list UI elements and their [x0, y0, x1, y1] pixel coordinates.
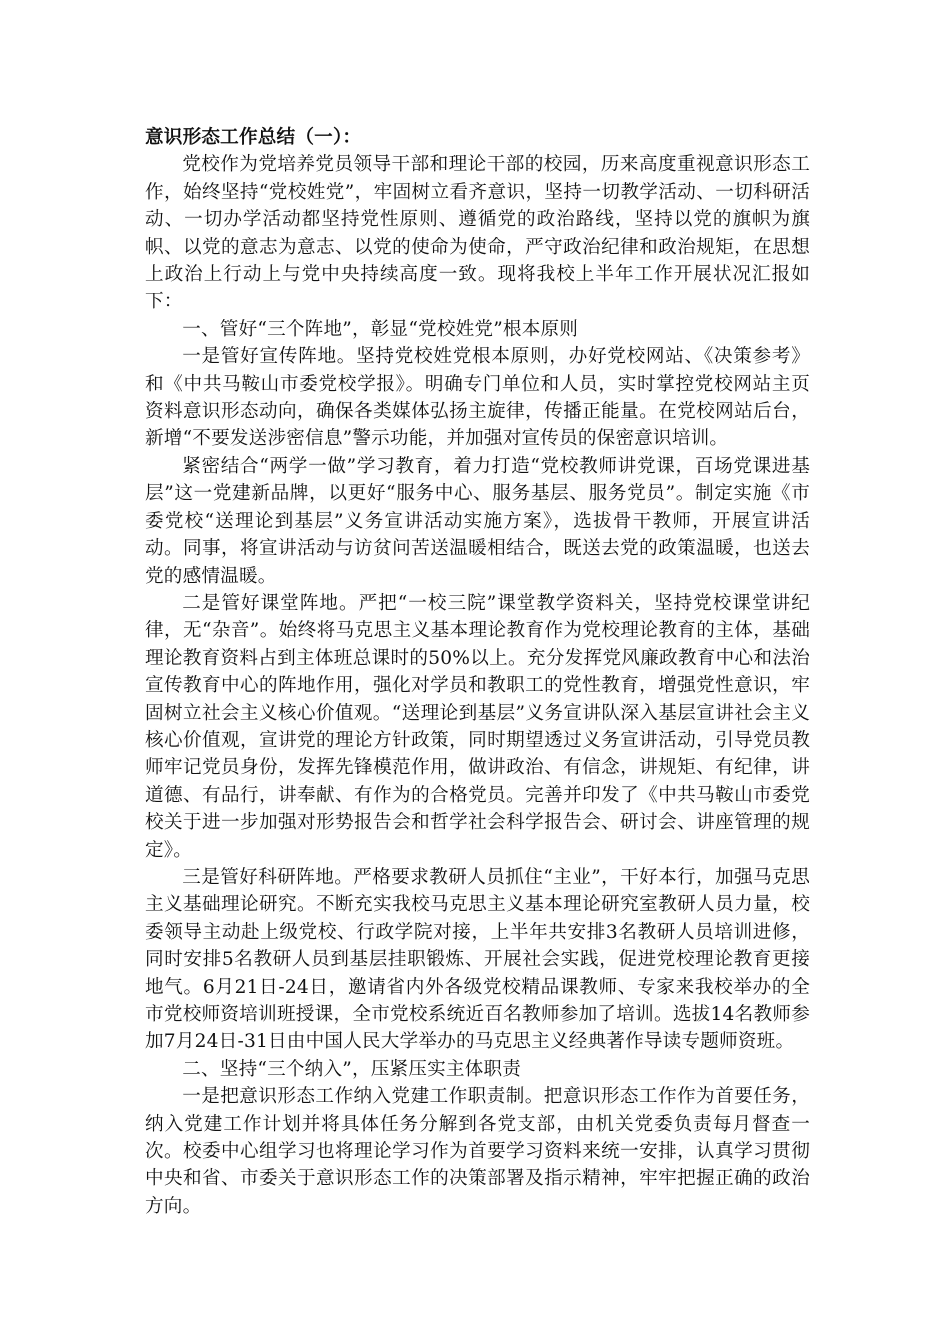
document-title: 意识形态工作总结（一）：: [145, 127, 362, 148]
paragraph-classroom-front: 二是管好课堂阵地。严把“一校三院”课堂教学资料关，坚持党校课堂讲纪律，无“杂音”。始终将马克思主义基本理论教育作为党校理论教育的主体，基础理论教育资料占到主体班总课时的50%以上。充分发挥党风廉政教育中心和法治宣传教育中心的阵地作用，强化对学员和教职工的党性教育，增强党性意识，牢固树立社会主义核心价值观。“送理论到基层”义务宣讲队深入基层宣讲社会主义核心价值观，宣讲党的理论方针政策，同时期望透过义务宣讲活动，引导党员教师牢记党员身份，发挥先锋模范作用，做讲政治、有信念，讲规矩、有纪律，讲道德、有品行，讲奉献、有作为的合格党员。完善并印发了《中共马鞍山市委党校关于进一步加强对形势报告会和哲学社会科学报告会、研讨会、讲座管理的规定》。: [145, 592, 810, 861]
paragraph-intro: 党校作为党培养党员领导干部和理论干部的校园，历来高度重视意识形态工作，始终坚持“党校姓党”，牢固树立看齐意识，坚持一切教学活动、一切科研活动、一切办学活动都坚持党性原则、遵循党的政治路线，坚持以党的旗帜为旗帜、以党的意志为意志、以党的使命为使命，严守政治纪律和政治规矩，在思想上政治上行动上与党中央持续高度一致。现将我校上半年工作开展状况汇报如下：: [145, 154, 810, 313]
document-page: [145, 124, 810, 1220]
paragraph-party-building: 一是把意识形态工作纳入党建工作职责制。把意识形态工作作为首要任务，纳入党建工作计划并将具体任务分解到各党支部，由机关党委负责每月督查一次。校委中心组学习也将理论学习作为首要学习资料来统一安排，认真学习贯彻中央和省、市委关于意识形态工作的决策部署及指示精神，牢牢把握正确的政治方向。: [145, 1086, 810, 1217]
paragraph-research-front: 三是管好科研阵地。严格要求教研人员抓住“主业”，干好本行，加强马克思主义基础理论研究。不断充实我校马克思主义基本理论研究室教研人员力量，校委领导主动赴上级党校、行政学院对接，上半年共安排3名教研人员培训进修，同时安排5名教研人员到基层挂职锻炼、开展社会实践，促进党校理论教育更接地气。6月21日-24日，邀请省内外各级党校精品课教师、专家来我校举办的全市党校师资培训班授课，全市党校系统近百名教师参加了培训。选拔14名教师参加7月24日-31日由中国人民大学举办的马克思主义经典著作导读专题师资班。: [145, 866, 810, 1053]
section-heading-2: 二、坚持“三个纳入”，压紧压实主体职责: [182, 1058, 522, 1080]
paragraph-two-studies: 紧密结合“两学一做”学习教育，着力打造“党校教师讲党课，百场党课进基层”这一党建新品牌，以更好“服务中心、服务基层、服务党员”。制定实施《市委党校“送理论到基层”义务宣讲活动实施方案》，选拔骨干教师，开展宣讲活动。同事，将宣讲活动与访贫问苦送温暖相结合，既送去党的政策温暖，也送去党的感情温暖。: [145, 455, 810, 587]
section-heading-1: 一、管好“三个阵地”，彰显“党校姓党”根本原则: [182, 318, 579, 340]
paragraph-propaganda-front: 一是管好宣传阵地。坚持党校姓党根本原则，办好党校网站、《决策参考》和《中共马鞍山市委党校学报》。明确专门单位和人员，实时掌控党校网站主页资料意识形态动向，确保各类媒体弘扬主旋律，传播正能量。在党校网站后台，新增“不要发送涉密信息”警示功能，并加强对宣传员的保密意识培训。: [145, 346, 810, 450]
